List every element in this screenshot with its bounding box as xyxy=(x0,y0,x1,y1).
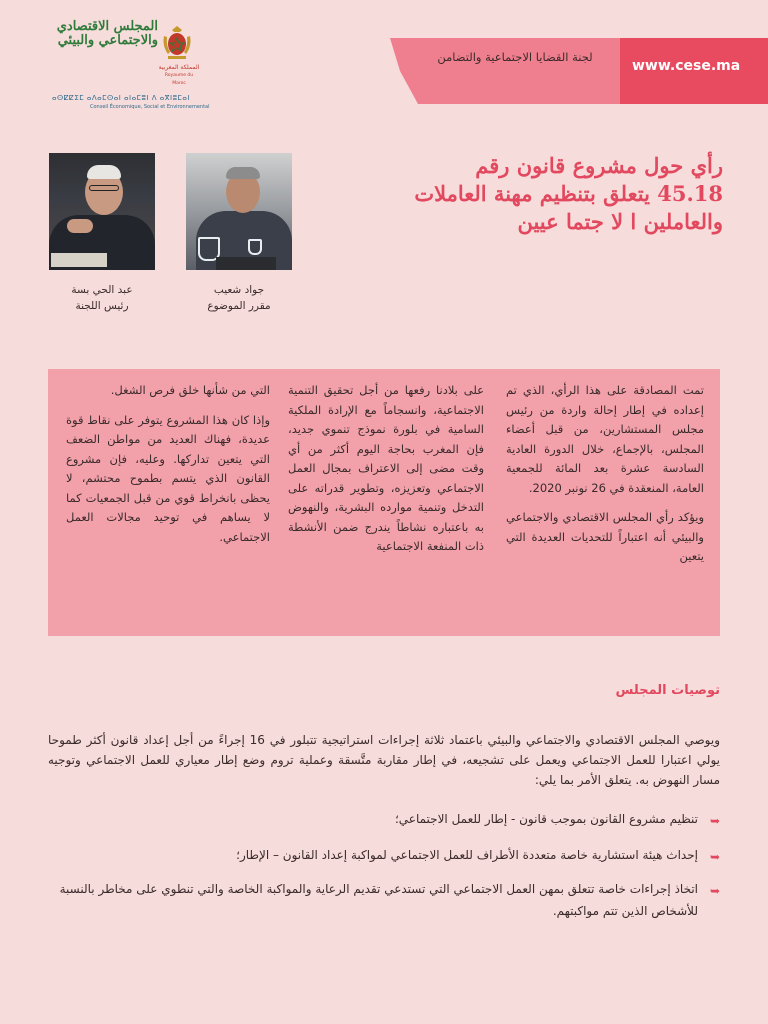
photo-committee-chair xyxy=(49,153,155,270)
arrow-bullet-icon: ➥ xyxy=(709,850,720,864)
photo-rapporteur xyxy=(186,153,292,270)
list-item: ➥ تنظيم مشروع القانون بموجب قانون - إطار للعمل الاجتماعي؛ xyxy=(48,808,720,830)
royal-emblem-icon xyxy=(160,22,194,62)
emblem-caption: المملكة المغربية Royaume du Maroc xyxy=(158,64,200,86)
intro-paragraph: وإذا كان هذا المشروع يتوفر على نقاط قوة عديدة، فهناك العديد من مواطن الضعف التي يتعين تداركها. وعليه، فإن مشروع القانون الذي يتسم بطموح محتشم، لا يحظى بانخراط قوي من قبل الجمعيات كما لا يساهم في توحيد مجالات العمل الاجتماعي. xyxy=(66,412,270,544)
intro-box xyxy=(48,369,720,636)
document-title: رأي حول مشروع قانون رقم 45.18 يتعلق بتنظيم مهنة العاملات والعاملين ا لا جتما عيين xyxy=(414,153,723,234)
recommendations-list xyxy=(48,808,720,934)
arrow-bullet-icon: ➥ xyxy=(709,884,720,898)
recommendations-heading: توصيات المجلس xyxy=(615,683,720,698)
cese-logo xyxy=(48,19,210,110)
committee-name: لجنة القضايا الاجتماعية والتضامن xyxy=(437,50,593,64)
caption-committee-chair: عبد الحي بسة رئيس اللجنة xyxy=(71,284,133,312)
intro-paragraph: تمت المصادقة على هذا الرأي، الذي تم إعداده في إطار إحالة واردة من رئيس مجلس المستشارين، من قبل أعضاء المجلس، بالإجماع، خلال الدورة العادية السادسة عشرة بعد المائة للجمعية العامة، المنعقدة في 26 نونبر 2020. xyxy=(506,383,704,495)
intro-column-1 xyxy=(506,381,704,567)
intro-column-2 xyxy=(288,381,484,557)
intro-paragraph: على بلادنا رفعها من أجل تحقيق التنمية الاجتماعية، وانسجاماً مع الإرادة الملكية السامية في بلورة نموذج تنموي جديد، فإن المغرب بحاجة اليوم أكثر من أي وقت مضى إلى الاعتراف بمجال العمل الاجتماعي وتعزيزه، وتطوير قدراته على التدخل وتنمية موارده البشرية، والنهوض به باعتباره نشاطاً يندرج ضمن الأنشطة ذات المنفعة الاجتماعية xyxy=(288,383,484,553)
intro-paragraph: التي من شأنها خلق فرص الشغل. xyxy=(110,383,270,397)
recommendations-intro: ويوصي المجلس الاقتصادي والاجتماعي والبيئي باعتماد ثلاثة إجراءات استراتيجية تتبلور في 16 إجراءً من أجل إعداد قانون أكثر طموحا يولي اعتبارا للعمل الاجتماعي ويعمل على تشجيعه، في إطار مقاربة متَّسقة وعملية تروم وضع إطار معياري للعمل الاجتماعي وتوجيه مسار النهوض به. يتعلق الأمر بما يلي: xyxy=(48,733,720,787)
intro-paragraph: ويؤكد رأي المجلس الاقتصادي والاجتماعي والبيئي أنه اعتباراً للتحديات العديدة التي يتعين xyxy=(506,510,704,563)
caption-rapporteur: جواد شعيب مقرر الموضوع xyxy=(207,284,271,312)
arrow-bullet-icon: ➥ xyxy=(709,814,720,828)
website-url[interactable]: www.cese.ma xyxy=(632,58,741,74)
intro-column-3 xyxy=(66,381,270,547)
logo-arabic-title: المجلس الاقتصادي والاجتماعي والبيئي xyxy=(56,19,158,48)
list-item: ➥ اتخاذ إجراءات خاصة تتعلق بمهن العمل الاجتماعي التي تستدعي تقديم الرعاية والمواكبة الخاصة والتي تنطوي على مخاطر بالنسبة للأشخاص الذين تتم مواكبتهم. xyxy=(59,882,720,918)
logo-tifinagh: ⴰⵙⵇⵇⵉⵎ ⴰⴷⴰⵎⵙⴰⵏ ⴰⵏⴰⵎⵓⵏ ⴷ ⴰⴳⵏⵓⵎⴰⵏ xyxy=(52,94,190,102)
logo-french: Conseil Économique, Social et Environnemental xyxy=(90,104,210,110)
list-item: ➥ إحداث هيئة استشارية خاصة متعددة الأطراف للعمل الاجتماعي لمواكبة إعداد القانون – الإطار؛ xyxy=(48,844,720,866)
